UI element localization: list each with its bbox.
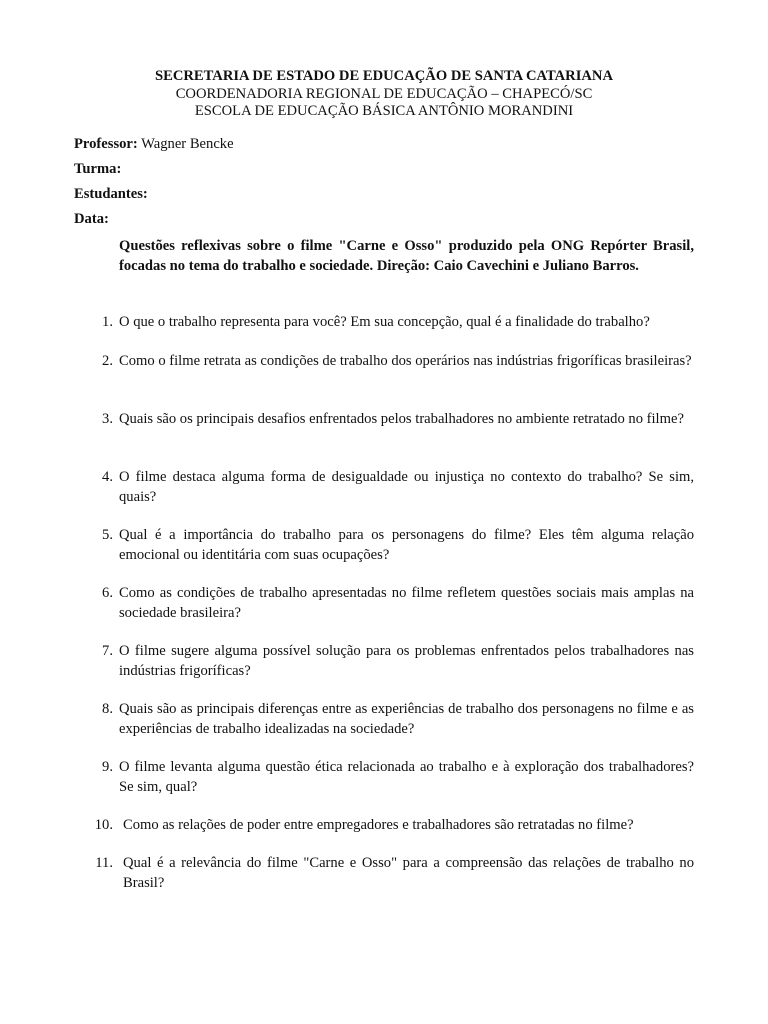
question-text: Qual é a relevância do filme "Carne e Osso" para a compreensão das relações de trabalho no Brasil? [123,855,694,891]
question-number: 9. [102,759,113,775]
question-number: 7. [102,643,113,659]
question-number: 3. [102,411,113,427]
question-number: 1. [102,314,113,330]
question-item [0,313,768,333]
data-row [74,211,694,236]
question-item [0,642,768,681]
turma-label: Turma: [74,161,122,177]
question-number: 10. [94,817,113,833]
question-text: O filme levanta alguma questão ética relacionada ao trabalho e à exploração dos trabalhadores? Se sim, qual? [119,759,694,795]
question-text: O que o trabalho representa para você? Em sua concepção, qual é a finalidade do trabalho? [119,314,650,330]
question-number: 2. [102,353,113,369]
estudantes-label: Estudantes: [74,186,148,202]
question-item [0,700,768,739]
turma-row [74,161,694,186]
question-number: 8. [102,701,113,717]
question-text: O filme destaca alguma forma de desigualdade ou injustiça no contexto do trabalho? Se sim, quais? [119,469,694,505]
question-item [0,758,768,797]
professor-label: Professor: [74,136,138,152]
professor-name: Wagner Bencke [141,136,234,152]
question-number: 6. [102,585,113,601]
question-number: 11. [95,855,113,871]
question-text: Como as relações de poder entre empregadores e trabalhadores são retratadas no filme? [123,817,634,833]
question-item [0,468,768,507]
question-item [0,352,768,372]
question-item [0,526,768,565]
estudantes-row [74,186,694,211]
document-header [0,68,768,121]
question-number: 5. [102,527,113,543]
question-item [0,584,768,623]
question-text: Como o filme retrata as condições de trabalho dos operários nas indústrias frigoríficas brasileiras? [119,353,692,369]
question-item [0,816,768,836]
intro-paragraph: Questões reflexivas sobre o filme "Carne e Osso" produzido pela ONG Repórter Brasil, focadas no tema do trabalho e sociedade. Direção: Caio Cavechini e Juliano Barros. [119,238,694,274]
document-meta [74,136,694,236]
question-item [0,854,768,893]
data-label: Data: [74,211,109,227]
question-item [0,410,768,430]
question-text: Qual é a importância do trabalho para os personagens do filme? Eles têm alguma relação emocional ou identitária com suas ocupações? [119,527,694,563]
question-text: Quais são as principais diferenças entre as experiências de trabalho dos personagens no filme e as experiências de trabalho idealizadas na sociedade? [119,701,694,737]
question-number: 4. [102,469,113,485]
professor-row [74,136,694,161]
question-text: Quais são os principais desafios enfrentados pelos trabalhadores no ambiente retratado no filme? [119,411,684,427]
header-escola: ESCOLA DE EDUCAÇÃO BÁSICA ANTÔNIO MORANDINI [194,103,574,119]
header-secretaria: SECRETARIA DE ESTADO DE EDUCAÇÃO DE SANTA CATARIANA [154,68,613,84]
question-text: O filme sugere alguma possível solução para os problemas enfrentados pelos trabalhadores nas indústrias frigoríficas? [119,643,694,679]
header-coordenadoria: COORDENADORIA REGIONAL DE EDUCAÇÃO – CHAPECÓ/SC [175,85,593,102]
question-text: Como as condições de trabalho apresentadas no filme refletem questões sociais mais amplas na sociedade brasileira? [119,585,694,621]
